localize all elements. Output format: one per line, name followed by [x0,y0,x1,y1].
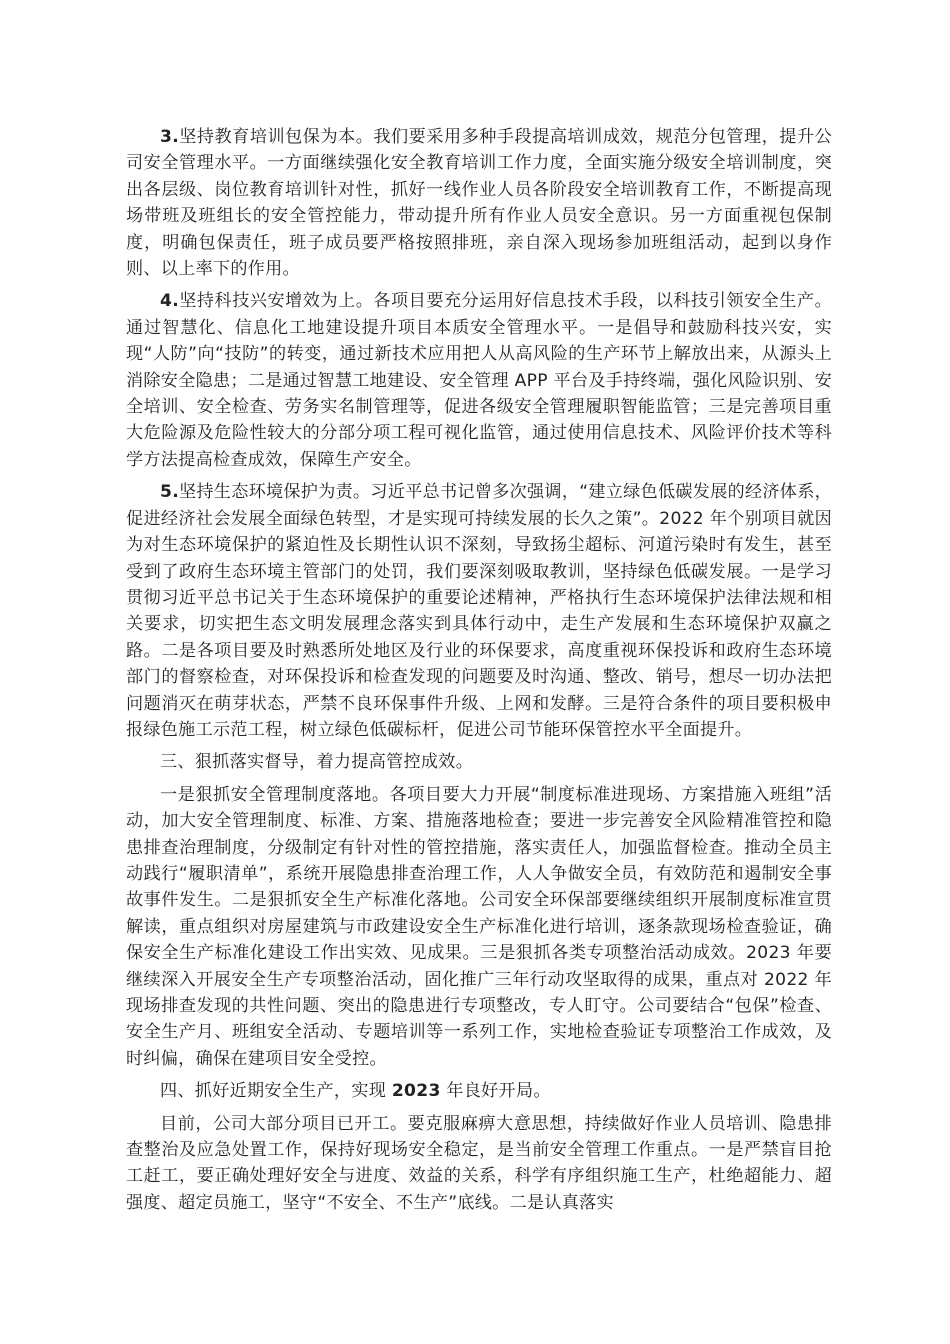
paragraph-4 [126,288,832,473]
paragraph-4-text: 坚持科技兴安增效为上。各项目要充分运用好信息技术手段，以科技引领安全生产。通过智慧化、信息化工地建设提升项目本质安全管理水平。一是倡导和鼓励科技兴安，实现“人防”向“技防”的转变，通过新技术应用把人从高风险的生产环节上解放出来，从源头上消除安全隐患；二是通过智慧工地建设、安全管理 APP 平台及手持终端，强化风险识别、安全培训、安全检查、劳务实名制管理等，促进各级安全管理履职智能监管；三是完善项目重大危险源及危险性较大的分部分项工程可视化监管，通过使用信息技术、风险评价技术等科学方法提高检查成效，保障生产安全。 [126,291,832,470]
paragraph-3 [126,124,832,282]
section-3-paragraph: 一是狠抓安全管理制度落地。各项目要大力开展“制度标准进现场、方案措施入班组”活动，加大安全管理制度、标准、方案、措施落地检查；要进一步完善安全风险精准管控和隐患排查治理制度，分级制定有针对性的管控措施，落实责任人，加强监督检查。推动全员主动践行“履职清单”，系统开展隐患排查治理工作，人人争做安全员，有效防范和遏制安全事故事件发生。二是狠抓安全生产标准化落地。公司安全环保部要继续组织开展制度标准宣贯解读，重点组织对房屋建筑与市政建设安全生产标准化进行培训，逐条款现场检查验证，确保安全生产标准化建设工作出实效、见成果。三是狠抓各类专项整治活动成效。2023 年要继续深入开展安全生产专项整治活动，固化推广三年行动攻坚取得的成果，重点对 2022 年现场排查发现的共性问题、突出的隐患进行专项整改，专人盯守。公司要结合“包保”检查、安全生产月、班组安全活动、专题培训等一系列工作，实地检查验证专项整治工作成效，及时纠偏，确保在建项目安全受控。 [126,784,832,1069]
section-4-heading-suffix: 年良好开局。 [440,1081,551,1102]
section-4-heading-prefix: 四、抓好近期安全生产，实现 [160,1081,392,1102]
section-3-heading: 三、狠抓落实督导，着力提高管控成效。 [160,752,474,773]
paragraph-3-text: 坚持教育培训包保为本。我们要采用多种手段提高培训成效，规范分包管理，提升公司安全管理水平。一方面继续强化安全教育培训工作力度，全面实施分级安全培训制度，突出各层级、岗位教育培训针对性，抓好一线作业人员各阶段安全培训教育工作，不断提高现场带班及班组长的安全管控能力，带动提升所有作业人员安全意识。另一方面重视包保制度，明确包保责任，班子成员要严格按照排班，亲自深入现场参加班组活动，起到以身作则、以上率下的作用。 [126,127,832,280]
paragraph-5-text: 坚持生态环境保护为责。习近平总书记曾多次强调，“建立绿色低碳发展的经济体系，促进经济社会发展全面绿色转型，才是实现可持续发展的长久之策”。2022 年个别项目就因为对生态环境保护的紧迫性及长期性认识不深刻，导致扬尘超标、河道污染时有发生，甚至受到了政府生态环境主管部门的处罚，我们要深刻吸取教训，坚持绿色低碳发展。一是学习贯彻习近平总书记关于生态环境保护的重要论述精神，严格执行生态环境保护法律法规和相关要求，切实把生态文明发展理念落实到具体行动中，走生产发展和生态环境保护双赢之路。二是各项目要及时熟悉所处地区及行业的环保要求，高度重视环保投诉和政府生态环境部门的督察检查，对环保投诉和检查发现的问题要及时沟通、整改、销号，想尽一切办法把问题消灭在萌芽状态，严禁不良环保事件升级、上网和发酵。三是符合条件的项目要积极申报绿色施工示范工程，树立绿色低碳标杆，促进公司节能环保管控水平全面提升。 [126,482,832,740]
paragraph-4-number: 4. [160,291,179,312]
section-4-heading-year: 2023 [391,1081,441,1102]
paragraph-3-number: 3. [160,127,179,147]
paragraph-5-number: 5. [160,482,179,503]
section-4-heading [126,1078,832,1104]
paragraph-5 [126,479,832,743]
section-4-paragraph: 目前，公司大部分项目已开工。要克服麻痹大意思想，持续做好作业人员培训、隐患排查整治及应急处置工作，保持好现场安全稳定，是当前安全管理工作重点。一是严禁盲目抢工赶工，要正确处理好安全与进度、效益的关系，科学有序组织施工生产，杜绝超能力、超强度、超定员施工，坚守“不安全、不生产”底线。二是认真落实 [126,1113,832,1213]
